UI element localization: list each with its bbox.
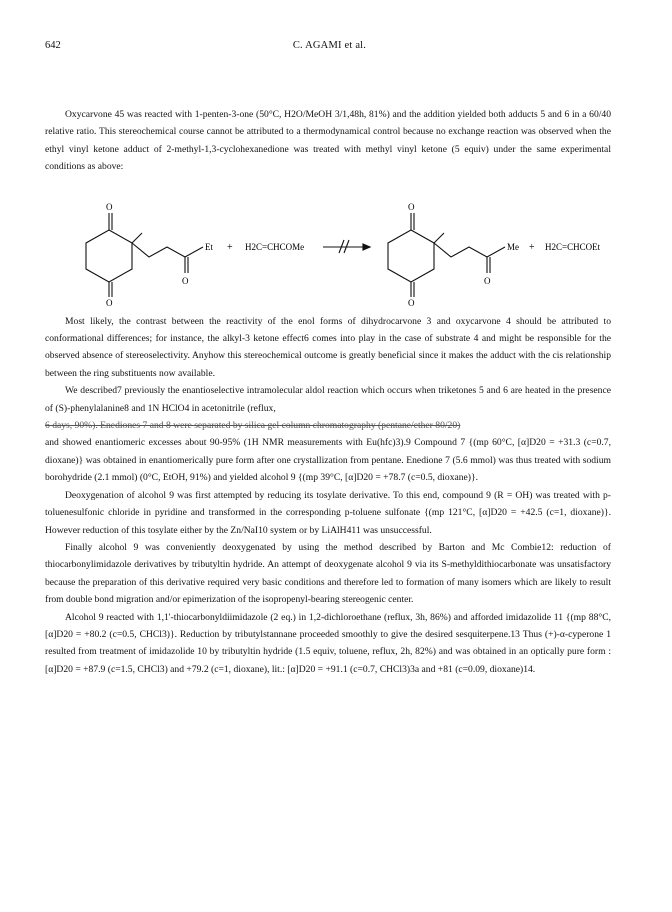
left-substituent: Et [205,241,213,252]
running-head: C. AGAMI et al. [292,40,367,51]
right-bottom-oxygen: O [408,297,415,307]
paragraph-deoxygenation: Deoxygenation of alcohol 9 was first attempted by reducing its tosylate derivative. To this end, compound 9 (R = OH) was treated with p-toluenesulfonic chloride in pyridine and transformed in the corresponding p-toluene sulfonate {(mp 121°C, [α]D20 = +42.5 (c=1, dioxane)}. However reduction of this tosylate either by the Zn/NaI10 system or by LiAlH411 was unsuccessful. [45,489,611,536]
left-bottom-oxygen: O [106,297,113,307]
right-chain-oxygen: O [484,275,491,286]
paragraph-aldol-1: We described7 previously the enantioselective intramolecular aldol reaction which occurs when triketones 5 and 6 are heated in the presence of (S)-phenylalanine8 and 1N HClO4 in acetonitrile (reflux, [45,385,611,414]
reagent-evk: H2C=CHCOEt [545,241,601,252]
paragraph-cyperone: Alcohol 9 reacted with 1,1'-thiocarbonyldiimidazole (2 eq.) in 1,2-dichloroethane (reflux, 3h, 86%) and afforded imidazolide 11 {(mp 88°C, [α]D20 = +80.2 (c=0.5, CHCl3)}. Reduction by tributylstannane proceeded smoothly to give the desired sesquiterpene.13 Thus (+)-α-cyperone 1 resulted from treatment of imidazolide 10 by tributyltin hydride (1.5 equiv, toluene, reflux, 2h, 82%) and was obtained in an optically pure form : [α]D20 = +87.9 (c=1.5, CHCl3) and +79.2 (c=1, dioxane), lit.: [α]D20 = +91.1 (c=0.7, CHCl3)3a and +81 (c=0.09, dioxane)14. [45,611,611,675]
paragraph-barton: Finally alcohol 9 was conveniently deoxygenated by using the method described by Barton and Mc Combie12: reduction of thiocarbonylimidazole derivatives by tributyltin hydride. An attempt of deoxygenate alcohol 9 via its S-methyldithiocarbonate was unsatisfactory because the preparation of this derivative required very basic conditions and therefore led to formation of many isomers which are likely to result from double bond migration and/or epimerization of the isopropenyl-bearing stereogenic center. [45,541,611,606]
paragraph-aldol-2: 6 days, 90%). Enediones 7 and 8 were separated by silica gel column chromatography (pentane/ether 80/20) [45,420,461,432]
plus-1: + [227,241,233,253]
page-header [45,40,614,56]
article-body [45,106,611,678]
right-substituent: Me [507,241,519,252]
page-number: 642 [45,40,61,51]
left-top-oxygen: O [106,201,113,212]
reagent-mvk: H2C=CHCOMe [245,241,305,252]
blocked-reaction-arrow [323,240,370,253]
paragraph-oxycarvone: Oxycarvone 45 was reacted with 1-penten-3-one (50°C, H2O/MeOH 3/1,48h, 81%) and the addition yielded both adducts 5 and 6 in a 60/40 relative ratio. This stereochemical course cannot be attributed to a thermodynamical control because no exchange reaction was observed when the ethyl vinyl ketone adduct of 2-methyl-1,3-cyclohexanedione was treated with methyl vinyl ketone (5 equiv) under the same experimental conditions as above: [45,109,611,173]
left-chain-oxygen: O [182,275,189,286]
paragraph-conformational: Most likely, the contrast between the reactivity of the enol forms of dihydrocarvone 3 and oxycarvone 4 should be attributed to conformational differences; for instance, the alkyl-3 ketone effect6 comes into play in the case of substrate 4 and might be responsible for the observed absence of stereoselectivity. Anyhow this stereochemical outcome is greatly beneficial since it makes the adduct with the cis relationship between the ring substituents now available. [45,315,611,379]
paragraph-aldol-3: and showed enantiomeric excesses about 90-95% (1H NMR measurements with Eu(hfc)3).9 Compound 7 {(mp 60°C, [α]D20 = +31.3 (c=0.7, dioxane)} was obtained in enantiomerically pure form after one crystallization from pentane. Enedione 7 (5.6 mmol) was thus treated with sodium borohydride (2.1 mmol) (0°C, EtOH, 91%) and yielded alcohol 9 {(mp 39°C, [α]D20 = +78.7 (c=0.5, dioxane)}. [45,437,611,484]
plus-2: + [529,241,535,253]
right-top-oxygen: O [408,201,415,212]
reaction-scheme [45,185,611,307]
reaction-scheme-drawing [45,185,611,307]
